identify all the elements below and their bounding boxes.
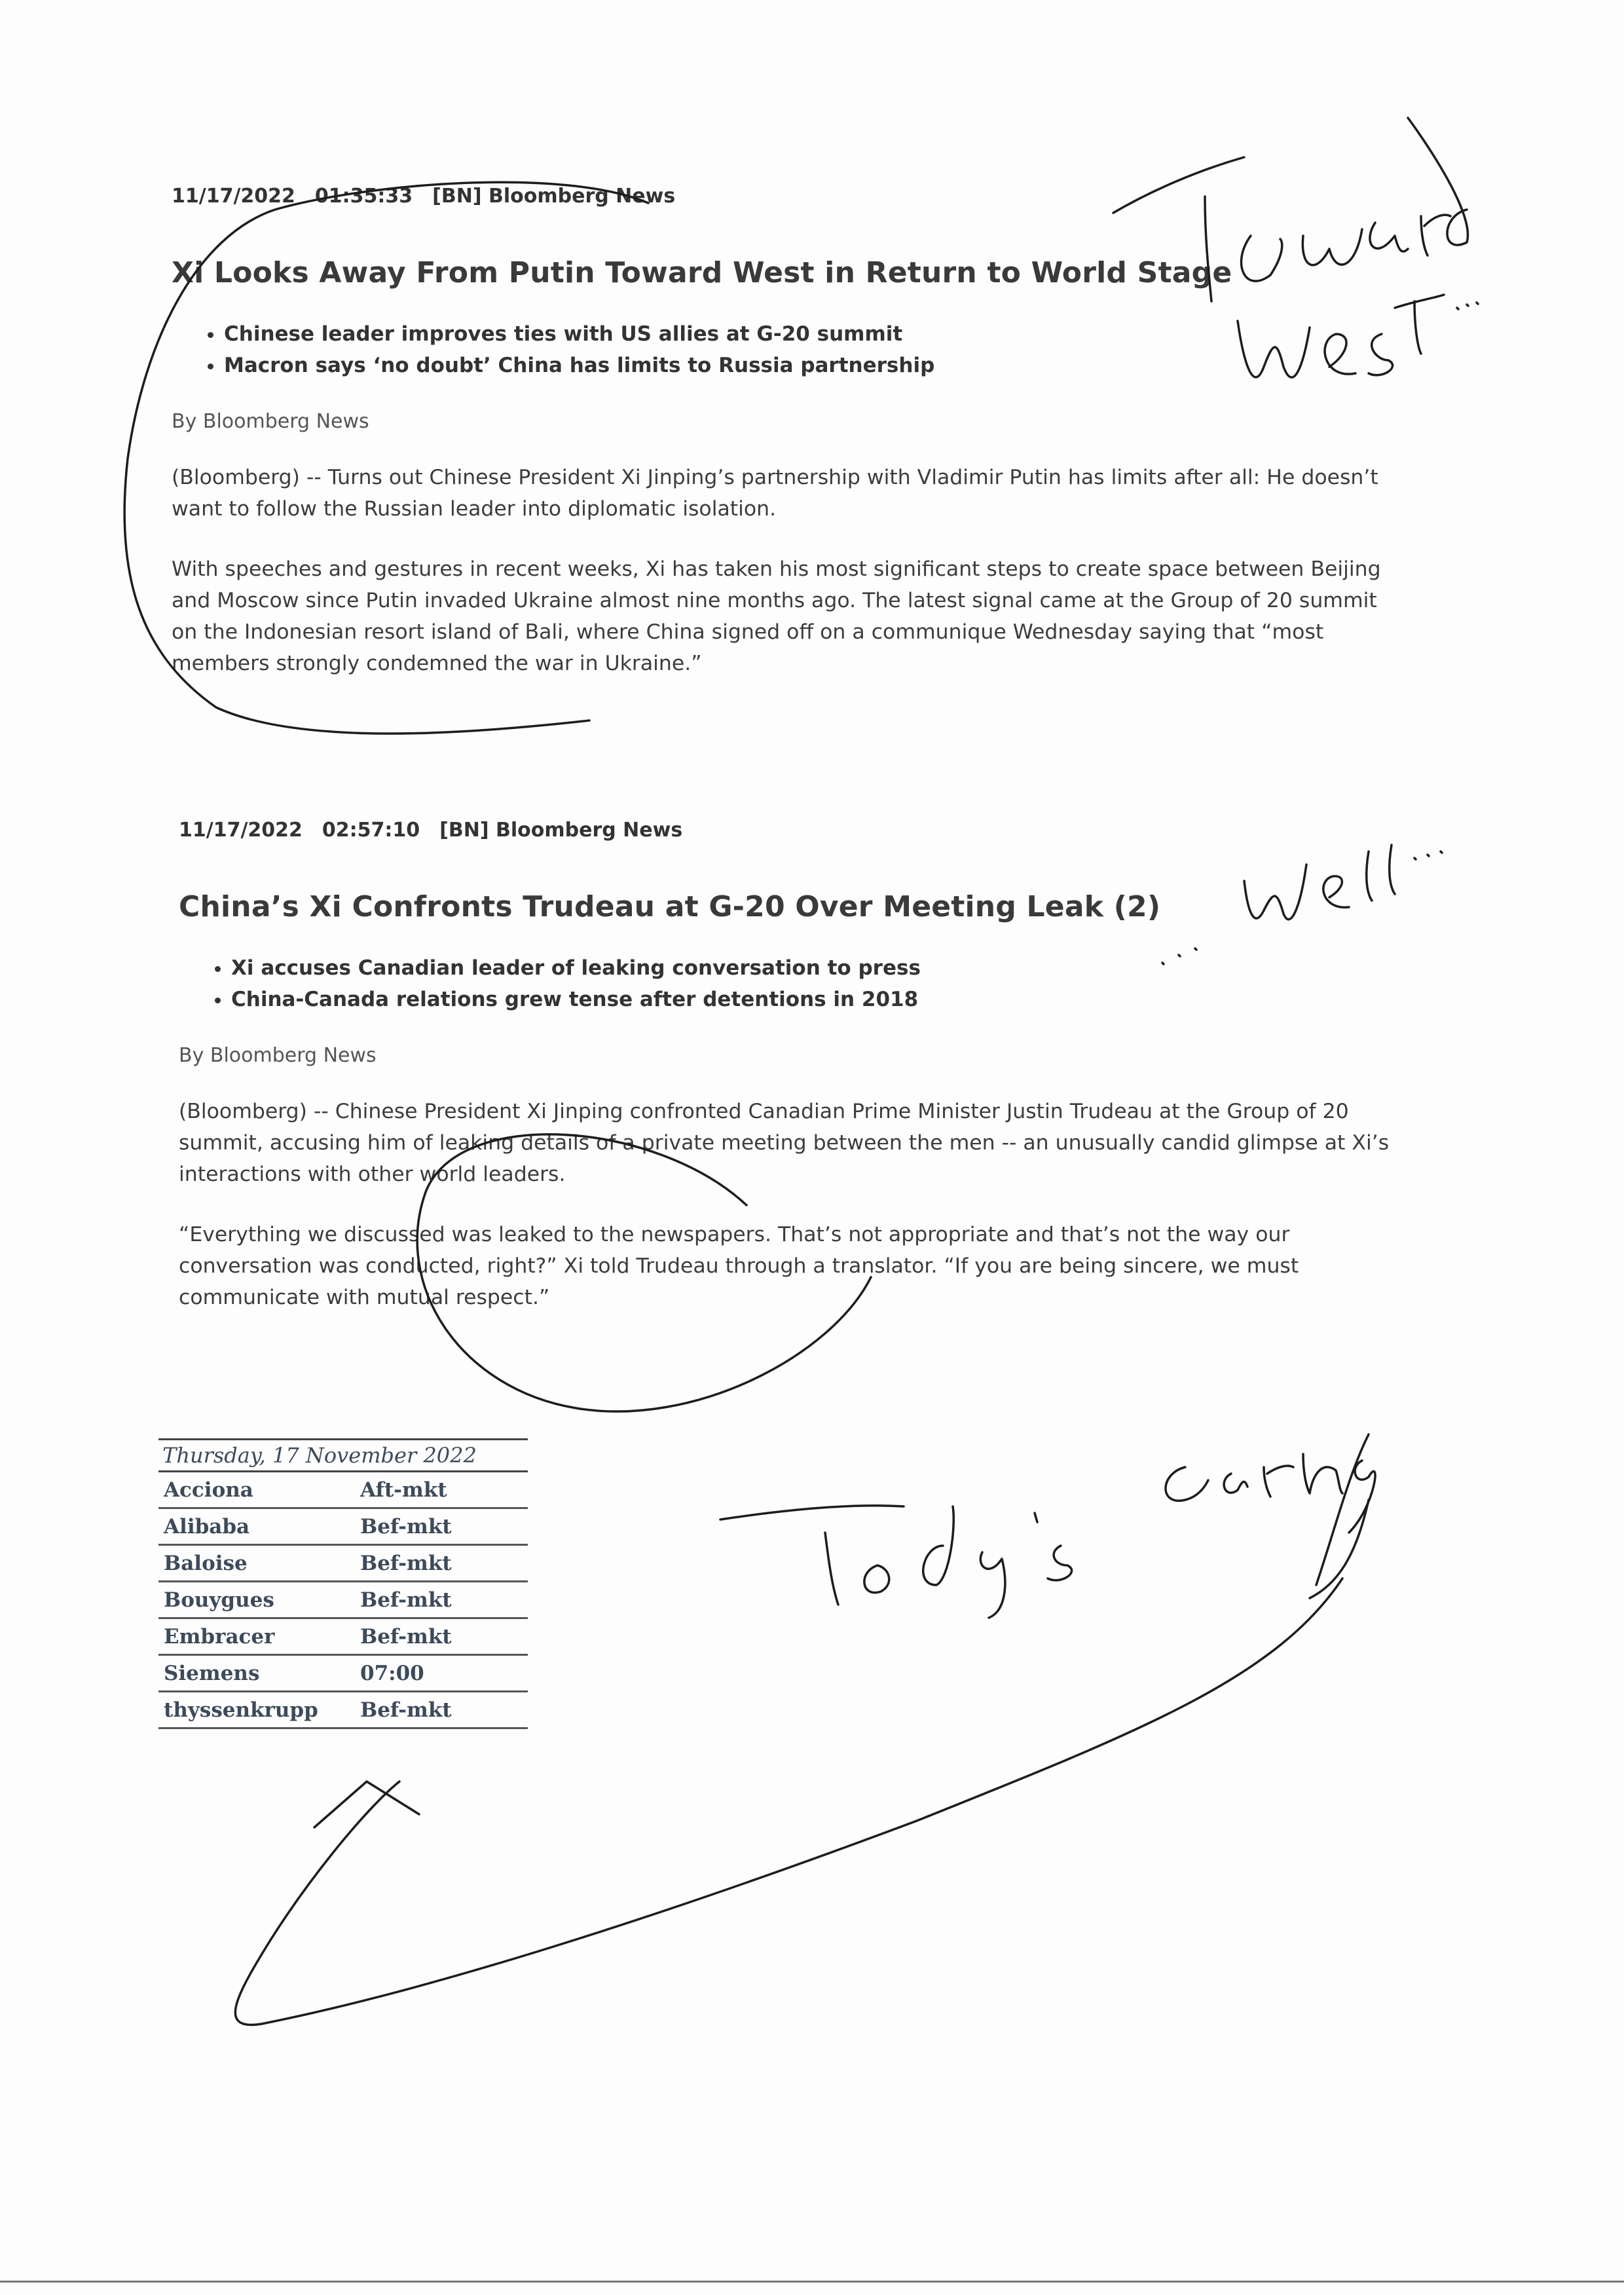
time-cell: Bef-mkt [360, 1551, 452, 1575]
article-byline: By Bloomberg News [179, 1044, 377, 1067]
article-1 [172, 185, 1390, 679]
company-cell: Siemens [164, 1661, 260, 1685]
time-cell: Bef-mkt [360, 1698, 452, 1722]
time-cell: 07:00 [360, 1661, 424, 1685]
company-cell: Bouygues [164, 1588, 274, 1612]
article-dateline [172, 185, 1390, 208]
article-headline: Xi Looks Away From Putin Toward West in Return to World Stage [172, 256, 1232, 289]
company-cell: Acciona [164, 1478, 253, 1502]
pen-arrowhead [314, 1782, 419, 1827]
article-bullets [172, 318, 1390, 381]
table-row [158, 1582, 528, 1619]
handwriting-todays-earnings [720, 1434, 1375, 1618]
article-time: 02:57:10 [322, 819, 420, 842]
bullet-item: • Macron says ‘no doubt’ China has limits to Russia partnership [224, 350, 1390, 381]
article-paragraph: With speeches and gestures in recent weeks, Xi has taken his most significant steps to create space between Beijing and Moscow since Putin invaded Ukraine almost nine months ago. The latest signal came at the Group of 20 summit on the Indonesian resort island of Bali, where China signed off on a communique Wednesday saying that “most members strongly condemned the war in Ukraine.” [172, 557, 1381, 675]
company-cell: thyssenkrupp [164, 1698, 318, 1722]
bullet-item: • China-Canada relations grew tense after detentions in 2018 [231, 984, 1397, 1015]
table-row [158, 1472, 528, 1509]
article-byline: By Bloomberg News [172, 410, 369, 433]
article-date: 11/17/2022 [172, 185, 295, 208]
article-2 [179, 819, 1397, 1313]
earnings-table-caption: Thursday, 17 November 2022 [158, 1438, 528, 1472]
time-cell: Bef-mkt [360, 1624, 452, 1649]
article-bullets [179, 952, 1397, 1015]
earnings-table [158, 1438, 528, 1729]
article-date: 11/17/2022 [179, 819, 303, 842]
table-row [158, 1546, 528, 1582]
article-dateline [179, 819, 1397, 842]
time-cell: Bef-mkt [360, 1588, 452, 1612]
article-paragraph: (Bloomberg) -- Turns out Chinese President Xi Jinping’s partnership with Vladimir Putin has limits after all: He doesn’t want to follow the Russian leader into diplomatic isolation. [172, 466, 1378, 521]
company-cell: Alibaba [164, 1514, 250, 1539]
company-cell: Embracer [164, 1624, 275, 1649]
bullet-item: • Chinese leader improves ties with US allies at G-20 summit [224, 318, 1390, 350]
table-row [158, 1656, 528, 1692]
page-bottom-rule [0, 2281, 1624, 2283]
article-time: 01:35:33 [314, 185, 413, 208]
article-paragraph: “Everything we discussed was leaked to the newspapers. That’s not appropriate and that’s not the way our conversation was conducted, right?” Xi told Trudeau through a translator. “If you are being sincere, we must communicate with mutual respect.” [179, 1223, 1299, 1309]
time-cell: Aft-mkt [360, 1478, 447, 1502]
article-source: [BN] Bloomberg News [432, 185, 676, 208]
table-row [158, 1692, 528, 1729]
article-source: [BN] Bloomberg News [439, 819, 683, 842]
table-row [158, 1509, 528, 1546]
table-row [158, 1619, 528, 1656]
bullet-item: • Xi accuses Canadian leader of leaking conversation to press [231, 952, 1397, 984]
company-cell: Baloise [164, 1551, 248, 1575]
article-headline: China’s Xi Confronts Trudeau at G-20 Over Meeting Leak (2) [179, 890, 1161, 924]
article-paragraph: (Bloomberg) -- Chinese President Xi Jinping confronted Canadian Prime Minister Justin Trudeau at the Group of 20 summit, accusing him of leaking details of a private meeting between the men -- an unusually candid glimpse at Xi’s interactions with other world leaders. [179, 1100, 1390, 1186]
time-cell: Bef-mkt [360, 1514, 452, 1539]
